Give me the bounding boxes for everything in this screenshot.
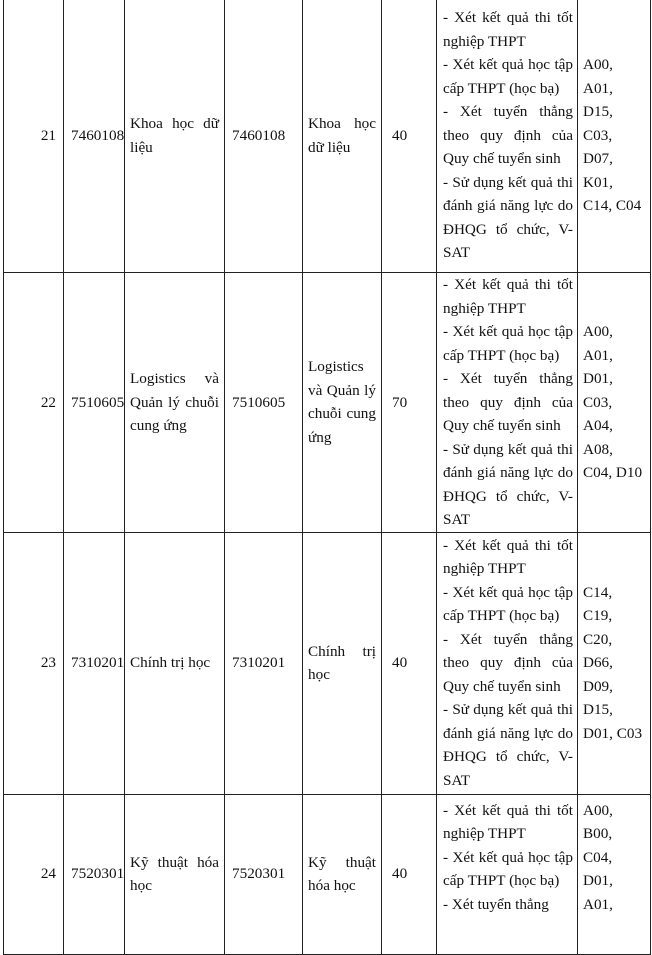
admission-methods <box>437 794 578 954</box>
admission-name: Logistics và Quản lý chuỗi cung ứng <box>303 273 382 533</box>
method-line: đánh giá năng lực do <box>443 724 573 742</box>
quota: 70 <box>382 273 437 533</box>
method-line: Quy chế tuyển sinh <box>443 417 561 434</box>
method-line: - Xét kết quả học tập <box>443 583 573 601</box>
subject-combinations: A00, B00, C04, D01, A01, <box>578 794 651 954</box>
method-line: nghiệp THPT <box>443 32 526 50</box>
row-number: 23 <box>4 532 64 794</box>
method-line: - Xét kết quả thi tốt <box>443 801 573 819</box>
admission-methods <box>437 273 578 533</box>
method-line: cấp THPT (học bạ) <box>443 607 560 625</box>
method-line: ĐHQG tổ chức, V- <box>443 487 573 505</box>
method-line: theo quy định của <box>443 654 573 672</box>
method-line: theo quy định của <box>443 126 573 144</box>
method-line: theo quy định của <box>443 393 573 411</box>
method-line: - Xét tuyển thẳng <box>443 103 573 121</box>
major-code: 7510605 <box>64 273 125 533</box>
method-line: - Sử dụng kết quả thi <box>443 701 573 719</box>
major-name: Logistics và Quản lý chuỗi cung ứng <box>125 273 225 533</box>
table-row <box>4 273 651 533</box>
admission-code: 7460108 <box>225 0 303 273</box>
method-line: - Sử dụng kết quả thi <box>443 173 573 191</box>
method-line: Quy chế tuyển sinh <box>443 150 561 168</box>
method-line: đánh giá năng lực do <box>443 464 573 481</box>
method-line: - Xét kết quả thi tốt <box>443 9 573 27</box>
method-line: - Xét tuyển thẳng <box>443 895 549 913</box>
method-line: - Xét tuyển thẳng <box>443 370 573 387</box>
major-code: 7520301 <box>64 794 125 954</box>
method-line: - Xét kết quả học tập <box>443 56 573 74</box>
major-code: 7460108 <box>64 0 125 273</box>
admission-methods <box>437 0 578 273</box>
quota: 40 <box>382 532 437 794</box>
row-number: 24 <box>4 794 64 954</box>
method-line: ĐHQG tổ chức, V- <box>443 220 573 238</box>
method-line: - Sử dụng kết quả thi <box>443 440 573 458</box>
admission-name: Kỹ thuật hóa học <box>303 794 382 954</box>
row-number: 22 <box>4 273 64 533</box>
subject-combinations: A00, A01, D15, C03, D07, K01, C14, C04 <box>578 0 651 273</box>
method-line: SAT <box>443 771 471 789</box>
method-line: cấp THPT (học bạ) <box>443 346 560 364</box>
major-name: Kỹ thuật hóa học <box>125 794 225 954</box>
table-row <box>4 532 651 794</box>
method-line: - Xét kết quả học tập <box>443 848 573 866</box>
quota: 40 <box>382 794 437 954</box>
row-number: 21 <box>4 0 64 273</box>
admission-name: Khoa học dữ liệu <box>303 0 382 273</box>
method-line: nghiệp THPT <box>443 560 526 578</box>
method-line: - Xét kết quả học tập <box>443 323 573 340</box>
method-line: SAT <box>443 244 471 262</box>
major-code: 7310201 <box>64 532 125 794</box>
admission-code: 7510605 <box>225 273 303 533</box>
table-row <box>4 0 651 273</box>
admission-code: 7310201 <box>225 532 303 794</box>
method-line: cấp THPT (học bạ) <box>443 872 560 889</box>
method-line: - Xét tuyển thẳng <box>443 630 573 648</box>
subject-combinations: A00, A01, D01, C03, A04, A08, C04, D10 <box>578 273 651 533</box>
method-line: SAT <box>443 511 471 528</box>
method-line: nghiệp THPT <box>443 825 526 842</box>
table-row <box>4 794 651 954</box>
method-line: nghiệp THPT <box>443 299 526 317</box>
subject-combinations: C14, C19, C20, D66, D09, D15, D01, C03 <box>578 532 651 794</box>
admission-name: Chính trị học <box>303 532 382 794</box>
major-name: Chính trị học <box>125 532 225 794</box>
admission-code: 7520301 <box>225 794 303 954</box>
admission-methods <box>437 532 578 794</box>
method-line: cấp THPT (học bạ) <box>443 79 560 97</box>
method-line: - Xét kết quả thi tốt <box>443 536 573 554</box>
major-name: Khoa học dữ liệu <box>125 0 225 273</box>
method-line: ĐHQG tổ chức, V- <box>443 748 573 766</box>
quota: 40 <box>382 0 437 273</box>
method-line: - Xét kết quả thi tốt <box>443 276 573 293</box>
method-line: Quy chế tuyển sinh <box>443 677 561 695</box>
admission-table <box>3 0 651 955</box>
method-line: đánh giá năng lực do <box>443 197 573 215</box>
